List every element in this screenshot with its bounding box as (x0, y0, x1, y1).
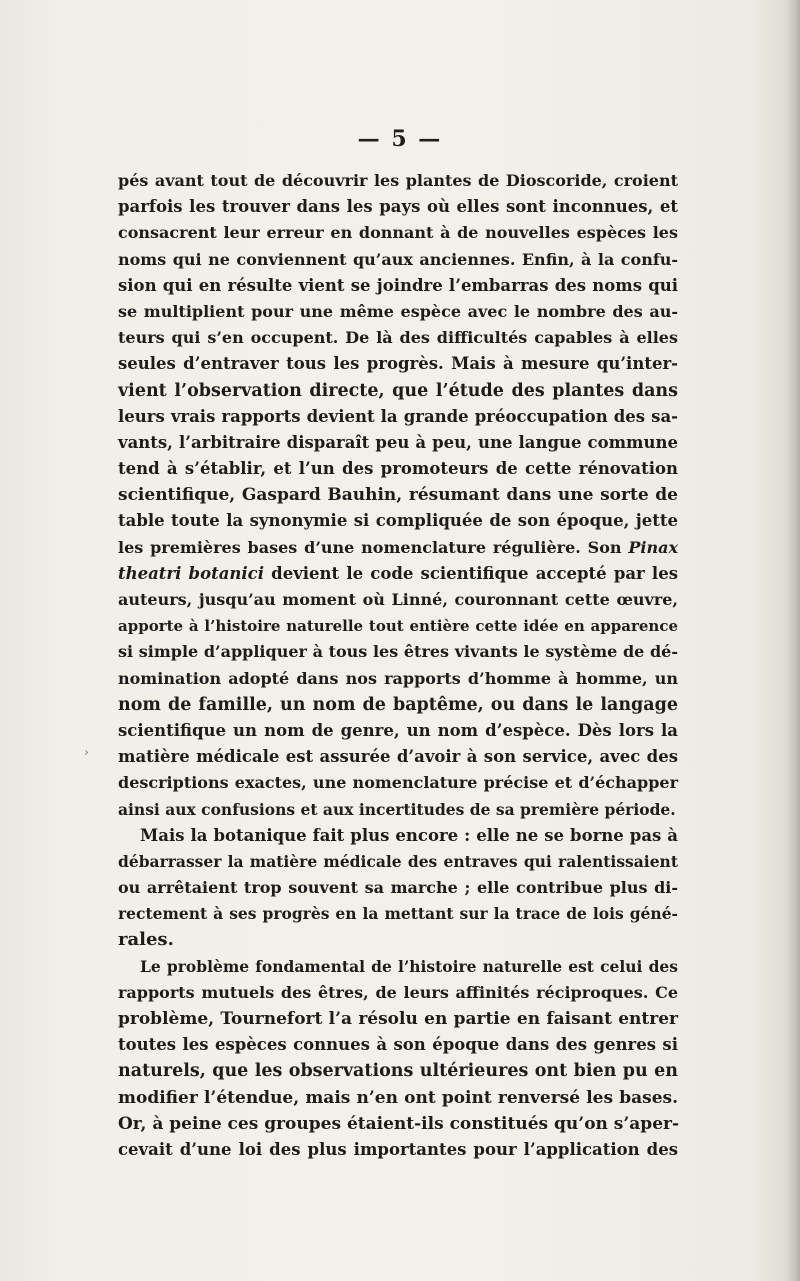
text-line: ainsi aux confusions et aux incertitudes de sa première période. (118, 799, 676, 819)
text-line: problème, Tournefort l’a résolu en partie en faisant entrer (118, 1009, 678, 1029)
text-line: Mais la botanique fait plus encore : elle ne se borne pas à (140, 825, 678, 845)
text-line: vient l’observation directe, que l’étude des plantes dans (118, 380, 678, 401)
text-line: ou arrêtaient trop souvent sa marche ; elle contribue plus di- (118, 878, 678, 898)
text-line: modifier l’étendue, mais n’en ont point renversé les bases. (118, 1087, 678, 1108)
text-line: matière médicale est assurée d’avoir à son service, avec des (118, 747, 678, 767)
text-line: scientifique un nom de genre, un nom d’espèce. Dès lors la (118, 720, 678, 740)
text-line: apporte à l’histoire naturelle tout entière cette idée en apparence (118, 617, 678, 636)
text-line: sion qui en résulte vient se joindre l’embarras des noms qui (118, 275, 678, 295)
text-line: seules d’entraver tous les progrès. Mais à mesure qu’inter- (118, 354, 678, 374)
text-line: rectement à ses progrès en la mettant sur la trace de lois géné- (118, 904, 678, 924)
margin-mark: › (84, 745, 89, 759)
page-number: — 5 — (357, 126, 443, 152)
text-line: noms qui ne conviennent qu’aux anciennes. Enfin, à la confu- (118, 249, 678, 269)
text-line: theatri botanici devient le code scientifique accepté par les (118, 563, 678, 583)
text-line: consacrent leur erreur en donnant à de nouvelles espèces les (118, 223, 678, 243)
text-line: scientifique, Gaspard Bauhin, résumant dans une sorte de (118, 485, 678, 506)
text-line: vants, l’arbitraire disparaît peu à peu, une langue commune (118, 432, 678, 452)
text-line: toutes les espèces connues à son époque dans des genres si (118, 1035, 678, 1055)
text-line: rales. (118, 929, 174, 951)
text-line: parfois les trouver dans les pays où elles sont inconnues, et (118, 197, 678, 217)
text-line: nomination adopté dans nos rapports d’homme à homme, un (118, 668, 678, 688)
text-line: Or, à peine ces groupes étaient-ils constitués qu’on s’aper- (118, 1113, 680, 1134)
text-line: débarrasser la matière médicale des entraves qui ralentissaient (118, 851, 678, 871)
text-line: si simple d’appliquer à tous les êtres vivants le système de dé- (118, 642, 678, 662)
text-line: les premières bases d’une nomenclature régulière. Son Pinax (118, 537, 678, 557)
text-line: Le problème fondamental de l’histoire naturelle est celui des (140, 956, 678, 976)
text-line: leurs vrais rapports devient la grande préoccupation des sa- (118, 406, 678, 426)
text-line: naturels, que les observations ultérieures ont bien pu en (118, 1061, 678, 1082)
text-line: nom de famille, un nom de baptême, ou dans le langage (118, 694, 678, 715)
text-line: rapports mutuels des êtres, de leurs affinités réciproques. Ce (118, 982, 678, 1002)
text-line: table toute la synonymie si compliquée de son époque, jette (118, 511, 678, 531)
text-line: pés avant tout de découvrir les plantes de Dioscoride, croient (118, 171, 678, 190)
text-line: cevait d’une loi des plus importantes pour l’application des (118, 1139, 678, 1159)
text-line: se multiplient pour une même espèce avec le nombre des au- (118, 301, 678, 321)
text-line: teurs qui s’en occupent. De là des difficultés capables à elles (118, 328, 678, 348)
page-edge-shadow (786, 0, 800, 1281)
text-line: auteurs, jusqu’au moment où Linné, couronnant cette œuvre, (118, 590, 678, 609)
text-line: tend à s’établir, et l’un des promoteurs de cette rénovation (118, 459, 678, 479)
body-text (118, 168, 678, 1163)
text-line: descriptions exactes, une nomenclature précise et d’échapper (118, 773, 678, 793)
